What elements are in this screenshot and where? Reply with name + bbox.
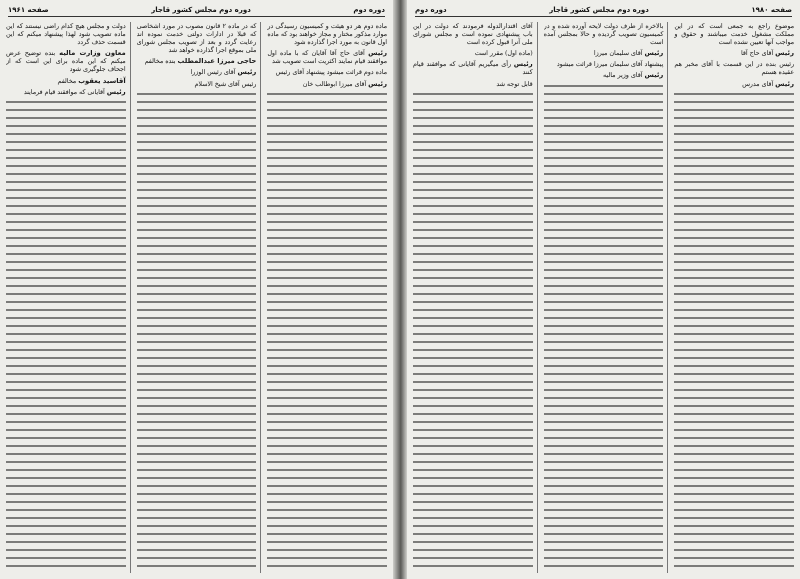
speech-entry <box>413 22 533 47</box>
left-header-session: دوره دوم <box>353 6 385 14</box>
speaker-name: رئیس <box>644 71 664 80</box>
speech-entry <box>544 60 664 69</box>
speech-text: پیشنهاد آقای سلیمان میرزا قرائت میشود <box>556 61 664 69</box>
text-column <box>6 22 131 573</box>
speech-entry <box>137 80 257 89</box>
right-header-session: دوره دوم <box>415 6 447 14</box>
speech-text: دولت و مجلس هیچ کدام راضی نیستند که این ماده تصویب شود لهذا پیشنهاد میکنم که این قسمت حذف گردد <box>5 23 126 47</box>
speech-text: آقای میرزا ابوطالب خان <box>302 80 367 88</box>
speech-text: آقای وزیر مالیه <box>603 72 643 80</box>
speech-entry <box>137 22 257 55</box>
left-header-page-number: صفحه ۱۹۶۱ <box>8 6 49 14</box>
speech-entry <box>267 22 387 47</box>
speech-entry <box>544 22 664 47</box>
text-column <box>267 22 387 573</box>
illegible-text-block <box>544 83 664 573</box>
speaker-name: رئیس <box>644 49 664 58</box>
text-column <box>413 22 538 573</box>
right-page-header <box>415 4 792 17</box>
speech-entry <box>674 60 794 77</box>
right-header-page-number: صفحه ۱۹۸۰ <box>751 6 792 14</box>
speaker-name: حاجی میرزا عبدالمطلب <box>177 57 257 66</box>
right-page-columns <box>413 22 794 573</box>
speech-text: رأی میگیریم آقایانی که موافقند قیام کنند <box>412 61 533 77</box>
speech-text: قابل توجه شد <box>496 80 533 88</box>
speech-entry <box>674 22 794 47</box>
left-page <box>0 0 393 579</box>
right-header-title: دوره دوم مجلس کشور قاجار <box>549 6 649 14</box>
speech-text: رئیس بنده در این قسمت با آقای مخبر هم عقیده هستم <box>674 61 794 77</box>
illegible-text-block <box>413 91 533 573</box>
speech-entry <box>137 57 257 66</box>
speech-entry <box>674 49 794 58</box>
speech-text: بنده توضیح عرض میکنم که این ماده برای این است که از اجحاف جلوگیری شود <box>5 50 126 74</box>
text-column <box>674 22 794 573</box>
speech-text: آقای حاج آقا آقایان که با ماده اول موافقند قیام نمایند اکثریت است تصویب شد <box>267 50 387 66</box>
speaker-name: رئیس <box>368 79 387 88</box>
speech-entry <box>6 22 126 47</box>
illegible-text-block <box>267 91 387 573</box>
speech-text: بالاخره از طرف دولت لایحه آورده شده و در کمیسیون تصویب گردیده و حالا بمجلس آمده است <box>543 23 664 47</box>
speech-entry <box>6 88 126 97</box>
left-page-columns <box>6 22 387 573</box>
speaker-name: رئیس <box>775 79 794 88</box>
speech-entry <box>413 49 533 58</box>
speech-text: (ماده اول) مقرر است <box>474 50 533 58</box>
speech-entry <box>674 80 794 89</box>
speaker-name: آقاسید یعقوب <box>78 76 126 85</box>
speaker-name: رئیس <box>513 60 533 69</box>
left-page-header <box>8 4 385 17</box>
speech-text: آقای مدرس <box>742 80 774 88</box>
speech-text: موضوع راجع به جمعی است که در این مملکت مشغول خدمت میباشند و حقوق و مواجب آنها تعیین نشده است <box>674 23 794 47</box>
speech-entry <box>267 80 387 89</box>
speech-entry <box>137 68 257 77</box>
speech-entry <box>413 60 533 77</box>
speech-text: ماده دوم قرائت میشود پیشنهاد آقای رئیس <box>275 69 387 77</box>
speech-entry <box>6 77 126 86</box>
speech-text: بنده مخالفم <box>144 58 176 66</box>
illegible-text-block <box>674 91 794 573</box>
speech-entry <box>267 68 387 77</box>
speech-text: مخالفم <box>57 77 77 85</box>
speaker-name: رئیس <box>368 49 387 58</box>
speaker-name: رئیس <box>106 87 126 96</box>
speech-text: رئیس آقای شیخ الاسلام <box>194 80 257 88</box>
illegible-text-block <box>6 99 126 573</box>
speech-entry <box>544 71 664 80</box>
book-gutter <box>393 0 407 579</box>
speech-entry <box>413 80 533 89</box>
text-column <box>137 22 262 573</box>
speech-entry <box>6 49 126 74</box>
speech-text: ماده دوم هر دو هیئت و کمیسیون رسیدگی در موارد مذکور مختار و مجاز خواهند بود که ماده اول قانون به مورد اجرا گذارده شود <box>267 23 387 47</box>
left-header-title: دوره دوم مجلس کشور قاجار <box>151 6 251 14</box>
speech-text: که در ماده ۲ قانون مصوب در مورد اشخاصی که قبلا در ادارات دولتی خدمت نموده اند رعایت گردد و بعد از تصویب مجلس شورای ملی بموقع اجرا گذارده خواهد شد <box>136 23 257 55</box>
speech-entry <box>267 49 387 66</box>
speech-text: آقای اقتدارالدوله فرمودند که دولت در این باب پیشنهادی نموده است و مجلس شورای ملی آنرا قبول کرده است <box>412 23 533 47</box>
illegible-text-block <box>137 91 257 573</box>
speech-text: آقای حاج آقا <box>740 50 774 58</box>
speech-text: آقایانی که موافقند قیام فرمایند <box>23 88 105 96</box>
speech-text: آقای سلیمان میرزا <box>593 50 643 58</box>
speech-text: آقای رئیس الوزرا <box>190 69 236 77</box>
speaker-name: رئیس <box>237 68 257 77</box>
right-page <box>407 0 800 579</box>
text-column <box>544 22 669 573</box>
speaker-name: معاون وزارت مالیه <box>59 49 126 58</box>
speech-entry <box>544 49 664 58</box>
speaker-name: رئیس <box>775 49 794 58</box>
